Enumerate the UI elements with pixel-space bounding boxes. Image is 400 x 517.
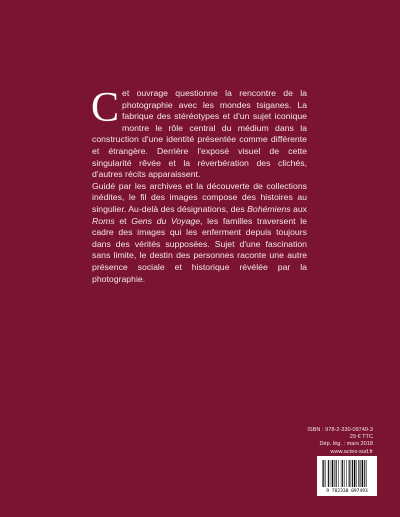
blurb-paragraph-2-text-b: aux: [290, 203, 308, 214]
blurb-paragraph-1: [91, 85, 307, 181]
legal-info: [307, 427, 373, 456]
isbn-line: ISBN : 978-2-330-09749-3: [307, 427, 373, 433]
italic-term-gens-du-voyage: Gens du Voyage: [131, 215, 201, 226]
blurb-paragraph-1-text: et ouvrage questionne la rencontre de la photographie avec les mondes tsiganes. La fabrique des stéréotypes et d'un sujet iconique montre le rôle central du médium dans la construction d'une identité présentée comme différente et étrangère. Derrière l'exposé visuel de cette singularité rêvée et la réverbération des clichés, d'autres récits apparaissent.: [92, 88, 307, 180]
price-line: 29 € TTC: [349, 434, 373, 441]
blurb-paragraph-2-text-a: Guidé par les archives et la découverte de collections inédites, le fil des images compose des histoires au singulier. Au-delà des désignations, des: [92, 180, 307, 214]
blurb-paragraph-2-text-c: et: [114, 215, 132, 226]
italic-term-roms: Roms: [92, 215, 115, 226]
barcode-block: [317, 456, 377, 496]
blurb-paragraph-2: [92, 181, 307, 285]
drop-cap-letter: C: [91, 85, 120, 131]
barcode-icon: [321, 460, 373, 487]
legal-deposit-line: Dép. lég. : mars 2018: [319, 441, 373, 448]
blurb-paragraph-2-text-d: , les familles traversent le cadre des images qui les enferment depuis toujours dans des vérités supposées. Sujet d'une fascination sans limite, le destin des personnes raconte une autre présence sociale et historique révélée par la photographie.: [92, 215, 307, 284]
italic-term-bohemiens: Bohémiens: [247, 203, 291, 214]
blurb-text: [91, 85, 308, 285]
barcode-digits: 9 782330 097493: [326, 489, 368, 494]
publisher-website: www.actes-sud.fr: [330, 448, 373, 455]
